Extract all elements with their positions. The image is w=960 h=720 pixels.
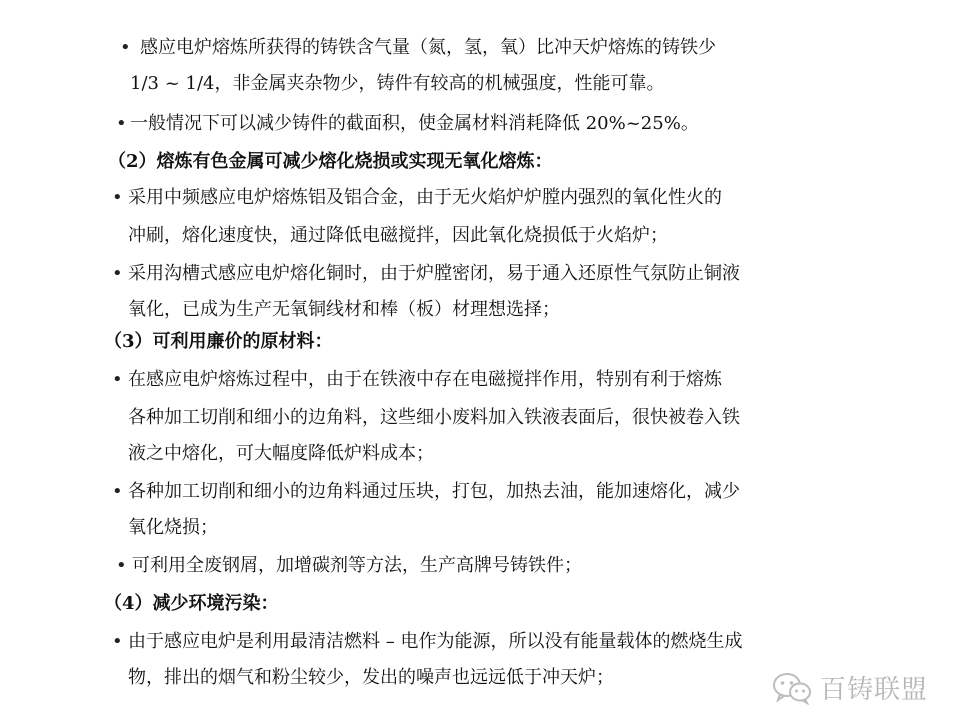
paragraph-line: 液之中熔化，可大幅度降低炉料成本； — [128, 443, 434, 464]
wechat-icon — [772, 671, 812, 705]
paragraph-line: 在感应电炉熔炼过程中，由于在铁液中存在电磁搅拌作用，特别有利于熔炼 — [128, 369, 722, 390]
bullet-marker: • — [116, 113, 127, 134]
paragraph-line: 冲刷，熔化速度快，通过降低电磁搅拌，因此氧化烧损低于火焰炉； — [128, 225, 668, 246]
bullet-marker: • — [112, 481, 123, 502]
paragraph-line: 氧化，已成为生产无氧铜线材和棒（板）材理想选择； — [128, 299, 560, 320]
paragraph-line: 各种加工切削和细小的边角料通过压块，打包，加热去油，能加速熔化，减少 — [128, 481, 740, 502]
paragraph-line: 可利用全废钢屑，加增碳剂等方法，生产高牌号铸铁件； — [132, 555, 582, 576]
bullet-marker: • — [112, 263, 123, 284]
paragraph-line: 感应电炉熔炼所获得的铸铁含气量（氮，氢，氧）比冲天炉熔炼的铸铁少 — [140, 37, 716, 58]
paragraph-line: 1/3 ~ 1/4，非金属夹杂物少，铸件有较高的机械强度，性能可靠。 — [130, 73, 665, 94]
paragraph-line: 各种加工切削和细小的边角料，这些细小废料加入铁液表面后，很快被卷入铁 — [128, 407, 740, 428]
paragraph-line: 氧化烧损； — [128, 517, 218, 538]
bullet-marker: • — [112, 369, 123, 390]
bullet-marker: • — [112, 631, 123, 652]
watermark — [772, 669, 928, 706]
paragraph-line: 一般情况下可以减少铸件的截面积，使金属材料消耗降低 20%~25%。 — [130, 113, 699, 134]
paragraph-line: 采用沟槽式感应电炉熔化铜时，由于炉膛密闭，易于通入还原性气氛防止铜液 — [128, 263, 740, 284]
paragraph-line: 采用中频感应电炉熔炼铝及铝合金，由于无火焰炉炉膛内强烈的氧化性火的 — [128, 187, 722, 208]
bullet-marker: • — [116, 555, 127, 576]
section-heading: （3）可利用廉价的原材料： — [104, 331, 333, 352]
paragraph-line: 物，排出的烟气和粉尘较少，发出的噪声也远远低于冲天炉； — [128, 667, 614, 688]
section-heading: （4）减少环境污染： — [104, 593, 279, 614]
watermark-text: 百铸联盟 — [819, 675, 928, 705]
bullet-marker: • — [112, 187, 123, 208]
bullet-marker: • — [120, 37, 131, 58]
section-heading: （2）熔炼有色金属可减少熔化烧损或实现无氧化熔炼： — [108, 151, 553, 172]
paragraph-line: 由于感应电炉是利用最清洁燃料 – 电作为能源，所以没有能量载体的燃烧生成 — [128, 631, 743, 652]
